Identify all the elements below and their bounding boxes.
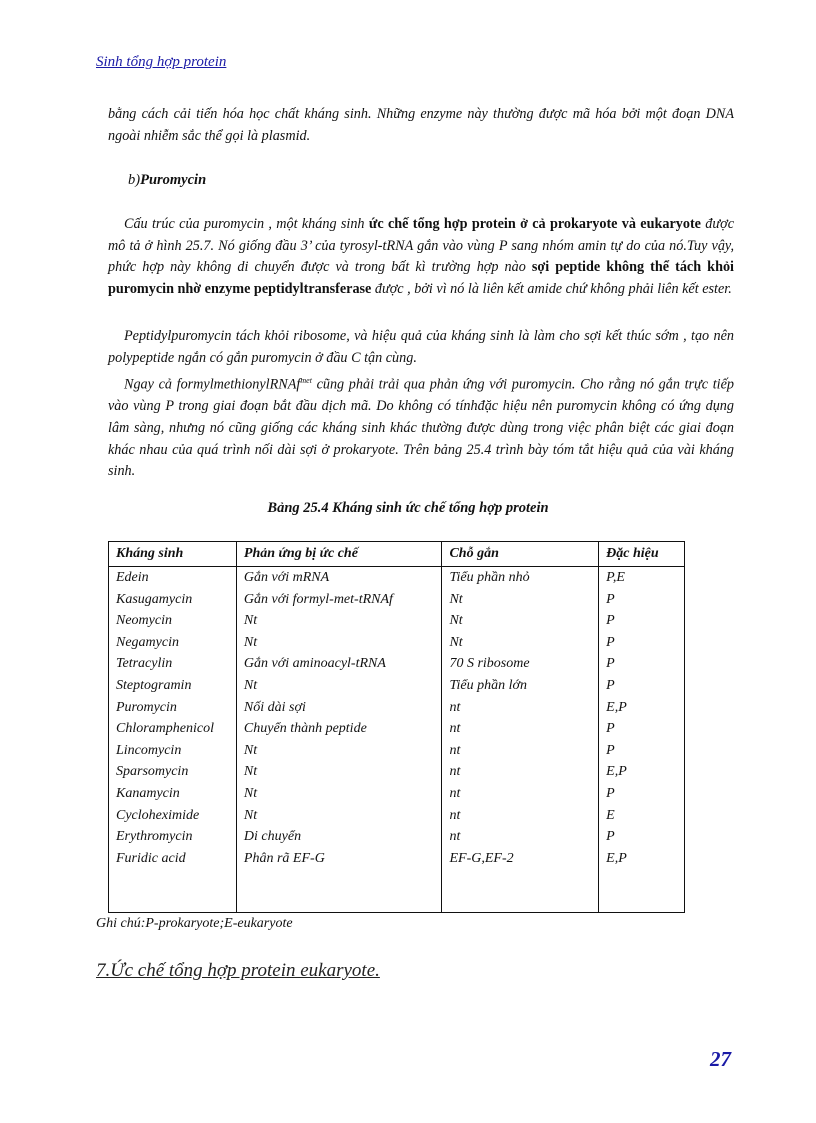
running-header: Sinh tổng hợp protein [96,54,227,70]
table-cell: Tiểu phần nhỏ [442,567,599,589]
table-cell: P [599,589,685,611]
table-cell: Gắn với formyl-met-tRNAf [236,589,442,611]
table-row [109,697,685,719]
table-cell: P [599,632,685,654]
page-number: 27 [710,1047,731,1071]
column-header: Kháng sinh [109,542,237,567]
table-row [109,675,685,697]
table-row [109,826,685,848]
column-header: Phản ứng bị ức chế [236,542,442,567]
table-cell: Nt [442,589,599,611]
table-cell: P [599,675,685,697]
table-row [109,848,685,870]
table-cell: Kanamycin [109,783,237,805]
table-header-row [109,542,685,567]
superscript: met [300,376,312,385]
table-cell-empty [236,869,442,912]
table-cell: Sparsomycin [109,761,237,783]
table-cell: Kasugamycin [109,589,237,611]
table-cell: Nt [236,783,442,805]
table-row [109,761,685,783]
table-cell: Nt [236,610,442,632]
text-run: được mô tả ở hình 25.7. Nó giống đầu 3’ của tyrosyl-tRNA gắn vào vùng P sang nhóm amin tự do của nó.Tuy vậy, phức hợp này không di chuyển được và trong bất kì trường hợp nào [108,216,735,276]
table-cell: E,P [599,848,685,870]
table-cell: Tiểu phần lớn [442,675,599,697]
table-cell-empty [442,869,599,912]
subheading-prefix: b) [128,172,141,188]
table-row [109,718,685,740]
text-run: được , bởi vì nó là liên kết amide chứ không phải liên kết ester. [371,280,732,297]
table-cell: E [599,805,685,827]
paragraph-peptidylpuromycin: Peptidylpuromycin tách khỏi ribosome, và hiệu quả của kháng sinh là làm cho sợi kết thúc sớm , tạo nên polypeptide ngắn có gắn puromycin ở đầu C tận cùng. [108,328,734,366]
table-cell: Nt [236,761,442,783]
table-row [109,610,685,632]
subheading-title: Puromycin [140,172,207,188]
table-cell: P [599,826,685,848]
table-filler-row [109,869,685,912]
table-cell: P [599,718,685,740]
table-row [109,653,685,675]
antibiotics-table [108,541,685,913]
table-cell: Chloramphenicol [109,718,237,740]
table-cell: nt [442,718,599,740]
table-cell: nt [442,761,599,783]
paragraph-formylmethionyl [108,370,734,483]
table-row [109,740,685,762]
table-cell: Edein [109,567,237,589]
table-cell: Erythromycin [109,826,237,848]
table-cell: Gắn với aminoacyl-tRNA [236,653,442,675]
paragraph-puromycin-structure [108,214,734,300]
bold-run: ức chế tổng hợp protein ở cả prokaryote và eukaryote [368,216,701,232]
table-cell: Nt [236,675,442,697]
table-cell: P [599,740,685,762]
table-cell: 70 S ribosome [442,653,599,675]
column-header: Chỗ gắn [442,542,599,567]
table-cell: E,P [599,761,685,783]
table-cell: EF-G,EF-2 [442,848,599,870]
table-cell: Negamycin [109,632,237,654]
table-cell: Steptogramin [109,675,237,697]
table-row [109,567,685,589]
table-cell: Nt [236,740,442,762]
table-cell: Gắn với mRNA [236,567,442,589]
table-cell: nt [442,740,599,762]
table-cell: Phân rã EF-G [236,848,442,870]
table-cell: nt [442,805,599,827]
table-row [109,783,685,805]
table-cell: P,E [599,567,685,589]
column-header: Đặc hiệu [599,542,685,567]
subheading [128,172,206,189]
table-cell: Furidic acid [109,848,237,870]
table-cell: Chuyển thành peptide [236,718,442,740]
table-cell: Nt [236,805,442,827]
table-row [109,632,685,654]
table-cell: Puromycin [109,697,237,719]
table-row [109,805,685,827]
table-cell: Di chuyển [236,826,442,848]
table-cell-empty [599,869,685,912]
table-cell: Nt [442,632,599,654]
table-cell: nt [442,826,599,848]
table-caption: Bảng 25.4 Kháng sinh ức chế tổng hợp protein [267,500,549,516]
table-cell: P [599,610,685,632]
table-cell: Cycloheximide [109,805,237,827]
table-row [109,589,685,611]
bold-run: sợi peptide không thể tách khỏi puromycin nhờ enzyme peptidyltransferase [108,259,734,297]
table-cell: Nt [236,632,442,654]
table-cell: Nối dài sợi [236,697,442,719]
table-cell-empty [109,869,237,912]
section-heading: 7.Ức chế tổng hợp protein eukaryote. [96,960,380,981]
text-run: Cấu trúc của puromycin , một kháng sinh [124,216,369,232]
table-cell: Lincomycin [109,740,237,762]
table-cell: P [599,653,685,675]
table-cell: nt [442,697,599,719]
text-run: Ngay cả formylmethionylRNAf [124,376,301,393]
table-cell: E,P [599,697,685,719]
table-cell: Neomycin [109,610,237,632]
table-cell: nt [442,783,599,805]
table-cell: P [599,783,685,805]
paragraph-intro: bằng cách cải tiến hóa học chất kháng sinh. Những enzyme này thường được mã hóa bởi một đoạn DNA ngoài nhiễm sắc thể gọi là plasmid. [108,106,734,144]
table-cell: Tetracylin [109,653,237,675]
text-run: cũng phải trải qua phản ứng với puromycin. Cho rằng nó gắn trực tiếp vào vùng P trong giai đoạn bắt đầu dịch mã. Do không có tínhđặc hiệu nên puromycin không có ứng dụng lâm sàng, nhưng nó cũng giống các kháng sinh khác thường được dùng trong việc phân biệt các giai đoạn khác nhau của quá trình nối dài sợi ở prokaryote. Trên bảng 25.4 trình bày tóm tắt hiệu quả của vài kháng sinh. [108,376,734,480]
table-cell: Nt [442,610,599,632]
table-note: Ghi chú:P-prokaryote;E-eukaryote [96,916,293,931]
